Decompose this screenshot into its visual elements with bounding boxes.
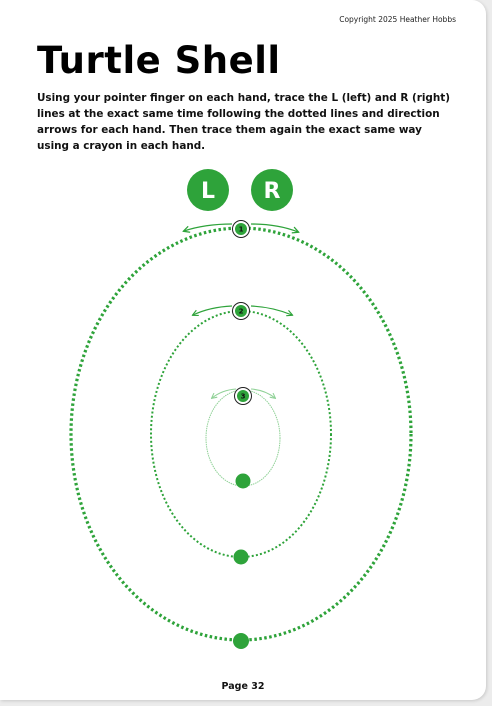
right-direction-arrow-3 <box>251 389 275 398</box>
end-dot-3 <box>236 474 251 489</box>
right-badge-label: R <box>263 179 281 204</box>
start-number-3: 3 <box>240 392 246 401</box>
left-direction-arrow-2 <box>193 306 232 315</box>
inner-shell-path[interactable] <box>206 388 280 489</box>
left-badge-label: L <box>200 179 216 204</box>
end-dot-2 <box>234 550 249 565</box>
outer-shell-path[interactable] <box>71 221 411 650</box>
start-number-1: 1 <box>238 225 244 234</box>
end-dot-1 <box>233 633 249 649</box>
right-hand-badge <box>251 169 293 211</box>
instructions-text: Using your pointer finger on each hand, trace the L (left) and R (right) lines at the exact same time following the dotted lines and direction arrows for each hand. Then trace them again the exact same way using a crayon in each hand. <box>37 92 450 152</box>
middle-shell-path[interactable] <box>151 303 331 565</box>
page-number: Page 32 <box>221 681 265 692</box>
left-hand-badge <box>187 169 229 211</box>
copyright-notice: Copyright 2025 Heather Hobbs <box>339 15 456 24</box>
start-number-2: 2 <box>238 307 244 316</box>
page-title: Turtle Shell <box>37 39 281 82</box>
